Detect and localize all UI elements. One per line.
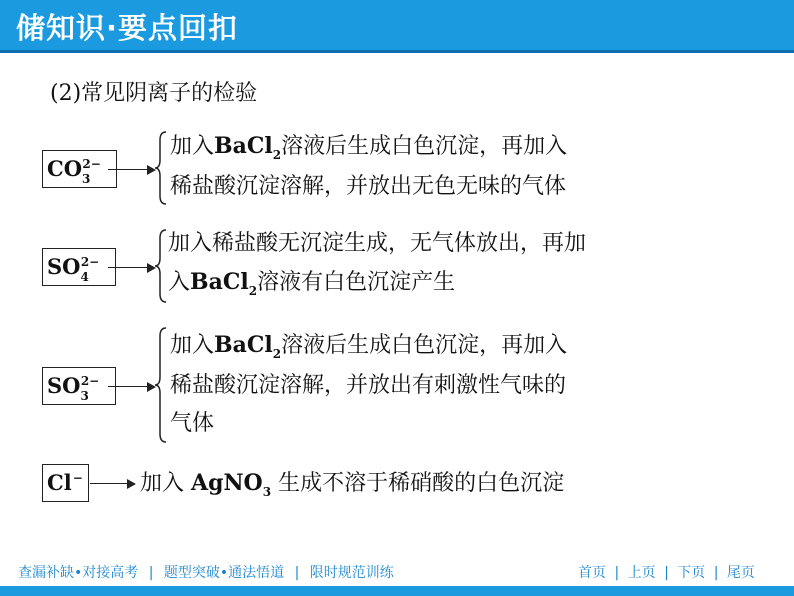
footer <box>0 556 794 586</box>
last-page-button[interactable]: 尾页 <box>726 565 755 581</box>
description-line: 加入稀盐酸无沉淀生成，无气体放出，再加 <box>168 231 587 256</box>
ion-box-carbonate <box>42 150 117 188</box>
ion-box-chloride <box>42 464 89 502</box>
description-line: 加入 AgNO$_3$ 生成不溶于稀硝酸的白色沉淀 <box>140 470 565 499</box>
link-training[interactable]: 限时规范训练 <box>309 565 394 581</box>
separator: | <box>664 565 669 581</box>
ion-charge: 2− <box>82 157 101 171</box>
arrow-icon <box>108 169 154 170</box>
link-review[interactable]: 查漏补缺•对接高考 <box>18 565 139 581</box>
arrow-icon <box>108 267 154 268</box>
first-page-button[interactable]: 首页 <box>578 565 606 581</box>
arrow-icon <box>90 483 134 484</box>
description-line: 入BaCl$_2$溶液有白色沉淀产生 <box>168 269 456 298</box>
brace-icon <box>154 326 168 444</box>
ion-subscript: 3 <box>80 389 89 403</box>
prev-page-button[interactable]: 上页 <box>627 565 656 581</box>
brace-icon <box>154 130 168 206</box>
ion-charge: 2− <box>80 374 100 388</box>
ion-formula: CO <box>47 156 83 181</box>
ion-box-sulfate <box>42 248 116 286</box>
header-bar <box>0 0 794 50</box>
section-title: (2)常见阴离子的检验 <box>50 81 258 106</box>
description-chloride <box>140 464 564 505</box>
separator: | <box>614 565 620 581</box>
separator: | <box>713 565 719 581</box>
header-title: 储知识·要点回扣 <box>16 11 239 45</box>
footer-bar <box>0 586 794 596</box>
separator: | <box>148 565 154 581</box>
separator: | <box>294 565 300 581</box>
description-line: 气体 <box>170 411 215 436</box>
description-line: 加入BaCl$_2$溶液后生成白色沉淀，再加入 <box>170 133 568 162</box>
description-line: 稀盐酸沉淀溶解，并放出有刺激性气味的 <box>170 373 567 398</box>
description-carbonate <box>170 127 567 206</box>
ion-charge: − <box>72 471 83 485</box>
next-page-button[interactable]: 下页 <box>677 565 706 581</box>
description-sulfite <box>170 326 567 443</box>
ion-formula: Cl <box>47 470 72 495</box>
footer-nav-left <box>18 562 400 582</box>
link-breakthrough[interactable]: 题型突破•通法悟道 <box>163 565 285 581</box>
ion-formula: SO <box>47 254 81 279</box>
description-line: 加入BaCl$_2$溶液后生成白色沉淀，再加入 <box>170 332 568 361</box>
ion-charge: 2− <box>80 255 100 269</box>
arrow-icon <box>108 386 154 387</box>
ion-formula: SO <box>47 373 81 398</box>
ion-subscript: 3 <box>82 172 91 186</box>
brace-icon <box>154 228 168 304</box>
description-sulfate <box>168 225 586 304</box>
header-rule <box>0 50 794 53</box>
ion-subscript: 4 <box>80 270 89 284</box>
description-line: 稀盐酸沉淀溶解，并放出无色无味的气体 <box>170 174 567 199</box>
ion-box-sulfite <box>42 367 116 405</box>
footer-nav-right <box>578 562 759 582</box>
